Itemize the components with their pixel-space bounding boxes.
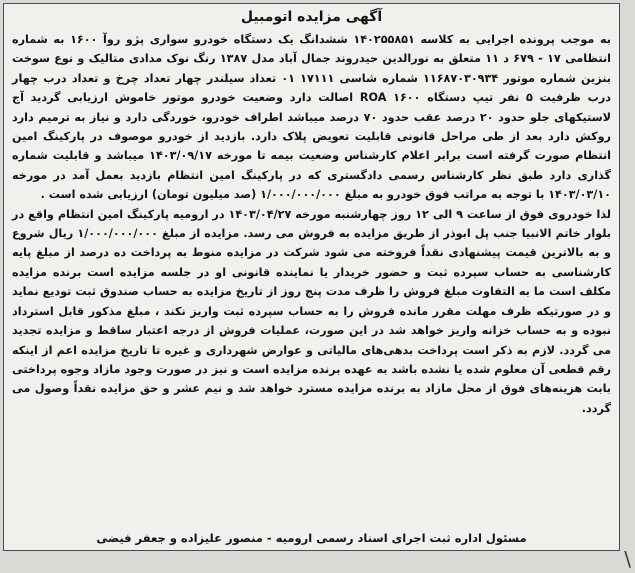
notice-paragraph-2: لذا خودروی فوق از ساعت ۹ الی ۱۲ روز چهارشنبه مورخه ۱۴۰۳/۰۴/۲۷ در ارومیه پارکینگ امین انتظام واقع در بلوار خاتم الانبیا جنب پل ابوذر از طریق مزایده به فروش می رسد. مزایده از مبلغ ۱/۰۰۰/۰۰۰/۰۰۰ ریال شروع و به بالاترین قیمت پیشنهادی نقداً فروخته می شود شرکت در مزایده منوط به پرداخت ده درصد از مبلغ پایه کارشناسی به حساب سپرده ثبت و حضور خریدار یا نماینده قانونی او در جلسه مزایده است برنده مزایده مکلف است ما به التفاوت مبلغ فروش را ظرف مدت پنج روز از تاریخ مزایده به حساب صندوق ثبت تودیع نماید و در صورتیکه ظرف مهلت مقرر مانده فروش را به حساب سپرده ثبت واریز نکند ، مبلغ مذکور قابل استرداد نبوده و به حساب خزانه واریز خواهد شد در این صورت، عملیات فروش از درجه اعتبار ساقط و مزایده تجدید می گردد. لازم به ذکر است پرداخت بدهی‌های مالیاتی و عوارض شهرداری و غیره تا تاریخ مزایده اعم از اینکه رقم قطعی آن معلوم شده یا نشده باشد به عهده برنده مزایده است و نیز در صورت وجود مازاد وجوه پرداختی بابت هزینه‌های فوق از محل مازاد به برنده مزایده مسترد خواهد شد و نیم عشر و حق مزایده نقداً وصول می گردد.	[12, 207, 612, 415]
notice-title: آگهی مزایده اتومبیل	[240, 9, 383, 25]
notice-paragraph-1: به موجب پرونده اجرایی به کلاسه ۱۴۰۲۵۵۸۵۱ ششدانگ یک دستگاه خودرو سواری پژو روآ ۱۶۰۰ به شماره انتظامی ۱۷ - ۶۷۹ د ۱۱ متعلق به نورالدین حیدروند جمال آباد مدل ۱۳۸۷ رنگ نوک مدادی متالیک و نوع سوخت بنزین شماره موتور ۱۱۶۸۷۰۳۰۹۳۴ شماره شاسی ۱۷۱۱۱ ۰۱ تعداد سیلندر چهار تعداد چرخ و تعداد درب چهار درب ظرفیت ۵ نفر تیپ دستگاه ROA ۱۶۰۰ اصالت دارد وضعیت خودرو موتور خاموش ارزیابی گردید آج لاستیکهای جلو حدود ۲۰ درصد عقب حدود ۷۰ درصد میباشد اطراف خودرو، خوردگی دارد و نیاز به ترمیم دارد روکش دارد بعد از طی مراحل قانونی قابلیت تعویض پلاک دارد. بازدید از خودرو موصوف در پارکینگ امین انتظام صورت گرفته است برابر اعلام کارشناس وضعیت بیمه تا مورخه ۱۴۰۳/۰۹/۱۷ میباشد و قابلیت شماره گذاری دارد طبق نظر کارشناس رسمی دادگستری که در پارکینگ امین انتظام بازدید بعمل آمد در مورخه ۱۴۰۳/۰۳/۱۰ با توجه به مراتب فوق خودرو به مبلغ ۱/۰۰۰/۰۰۰/۰۰۰ (صد میلیون تومان) ارزیابی شده است .	[12, 33, 612, 202]
notice-body	[12, 30, 611, 418]
edge-mark: \	[624, 547, 631, 571]
notice-signature: مسئول اداره ثبت اجرای اسناد رسمی ارومیه - منصور علیزاده و جعفر فیضی	[96, 531, 527, 545]
auction-notice	[3, 3, 620, 551]
